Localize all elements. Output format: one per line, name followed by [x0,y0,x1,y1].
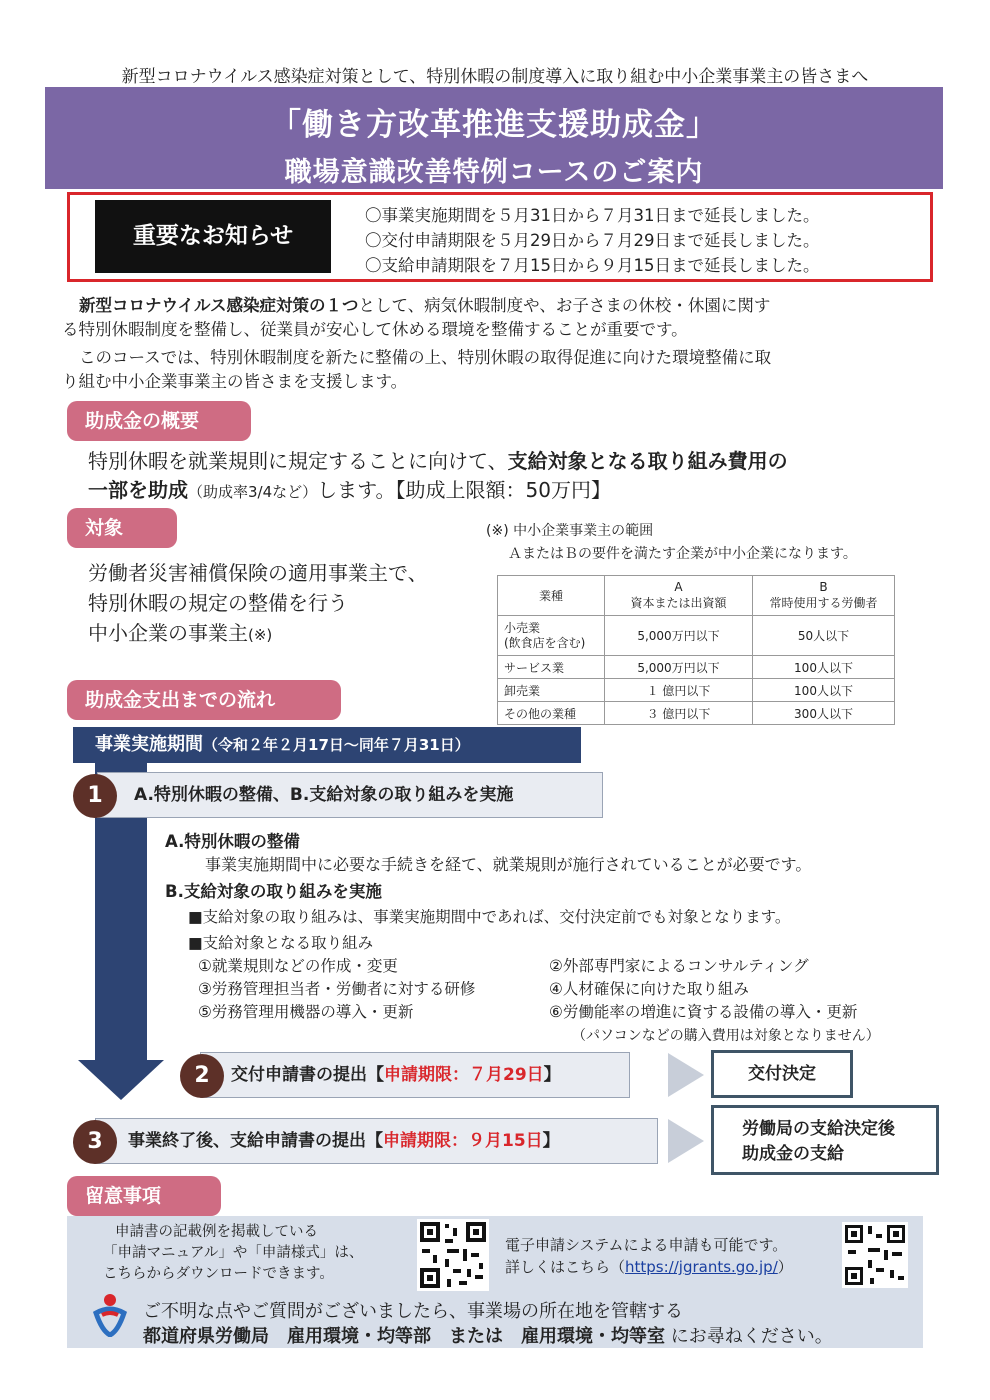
section-a-text: 事業実施期間中に必要な手続きを経て、就業規則が施行されていることが必要です。 [205,855,812,874]
payment-line: 助成金の支給 [742,1144,844,1164]
overview-heading: 助成金の概要 [67,401,251,441]
header-a-sub: 資本または出資額 [630,596,727,610]
intro-text: このコースでは、特別休暇制度を新たに整備の上、特別休暇の取得促進に向けた環境整備に取 [79,348,772,367]
overview-bold: 支給対象となる取り組み費用の [507,449,788,473]
triangle-right-icon [668,1119,704,1163]
important-notice-label: 重要なお知らせ [95,200,331,273]
table-header-cell [753,576,895,616]
period-label: 事業実施期間 [95,734,203,755]
target-line: 労働者災害補償保険の適用事業主で、 [88,561,428,585]
lead-text: 新型コロナウイルス感染症対策として、特別休暇の制度導入に取り組む中小企業事業主の皆さまへ [121,67,869,87]
section-b-heading: B.支給対象の取り組みを実施 [165,882,382,901]
header-b: B [819,580,828,594]
step-3-box [95,1118,658,1164]
table-cell: 卸売業 [498,679,605,702]
table-row [498,702,895,725]
items-note: （パソコンなどの購入費用は対象となりません） [572,1028,880,1044]
overview-plain: 特別休暇を就業規則に規定することに向けて、 [88,449,508,473]
period-dates: （令和２年２月17日～同年７月31日） [203,736,470,754]
section-a-heading: A.特別休暇の整備 [165,832,300,851]
table-header-cell [605,576,753,616]
main-title: 「働き方改革推進支援助成金」 [270,107,718,143]
list-item: ③労務管理担当者・労働者に対する研修 [198,980,476,998]
table-cell: その他の業種 [498,702,605,725]
overview-bold: 一部を助成 [88,478,188,502]
eligible-items-right [549,955,857,1024]
list-item: ①就業規則などの作成・変更 [198,957,398,975]
step-1-box: A.特別休暇の整備、B.支給対象の取り組みを実施 [97,772,603,818]
step-3-text: 事業終了後、支給申請書の提出【 [128,1131,383,1151]
step-2-deadline: 申請期限：７月29日 [384,1065,544,1085]
industry-note: (飲食店を含む) [504,635,586,650]
e-application-info [505,1234,793,1278]
contact-line-2 [143,1322,833,1348]
contact-office: 都道府県労働局 雇用環境・均等部 または 雇用環境・均等室 [143,1326,665,1347]
intro-paragraph-2 [62,346,932,394]
target-heading: 対象 [67,508,177,548]
list-item: ⑥労働能率の増進に資する設備の導入・更新 [549,1003,858,1021]
header-a: A [674,580,683,594]
intro-text: る特別休暇制度を整備し、従業員が安心して休める環境を整備することが重要です。 [62,320,688,339]
target-text [88,558,488,650]
eligible-items-left [198,955,475,1024]
step-2-text: 交付申請書の提出【 [231,1065,384,1085]
table-cell: 300人以下 [753,702,895,725]
payment-line: 労働局の支給決定後 [742,1119,895,1139]
bracket: 】 [543,1065,561,1085]
scale-note-title: (※) 中小企業事業主の範囲 [486,523,654,539]
table-row [498,616,895,656]
notice-lines [365,203,820,278]
overview-text [88,447,928,507]
industry: 小売業 [504,620,541,635]
scale-note-text: ＡまたはＢの要件を満たす企業が中小企業になります。 [508,546,857,562]
notes-heading: 留意事項 [67,1176,221,1216]
step-2-box [200,1052,630,1098]
intro-bold: 新型コロナウイルス感染症対策の１つ [79,296,359,315]
table-cell: サービス業 [498,656,605,679]
overview-rate: （助成率3/4など） [188,483,318,501]
sub-title: 職場意識改善特例コースのご案内 [284,157,704,188]
intro-paragraph-1 [62,294,932,342]
notice-line: 〇交付申請期限を５月29日から７月29日まで延長しました。 [365,231,820,250]
list-item: ④人材確保に向けた取り組み [549,980,749,998]
manual-line: こちらからダウンロードできます。 [103,1266,334,1282]
table-cell: 100人以下 [753,656,895,679]
table-cell: 100人以下 [753,679,895,702]
sme-scale-table [497,575,895,725]
section-b-bullet: ■支給対象の取り組みは、事業実施期間中であれば、交付決定前でも対象となります。 [188,908,791,926]
step-1-number: 1 [73,774,117,818]
notice-line: 〇事業実施期間を５月31日から７月31日まで延長しました。 [365,206,820,225]
target-note-mark: (※) [248,626,273,644]
step-3-deadline: 申請期限：９月15日 [383,1131,543,1151]
title-band [45,87,943,189]
overview-limit: します。【助成上限額：50万円】 [317,478,612,502]
grant-decision-box: 交付決定 [711,1050,853,1098]
qr-code-icon[interactable] [417,1219,489,1291]
list-item: ⑤労務管理用機器の導入・更新 [198,1003,414,1021]
bracket: ） [777,1258,793,1276]
table-row [498,656,895,679]
qr-code-icon[interactable] [842,1222,908,1288]
jgrants-link[interactable]: https://jgrants.go.jp/ [625,1258,778,1276]
table-cell [498,616,605,656]
step-3-number: 3 [73,1120,117,1164]
table-cell: 5,000万円以下 [605,616,753,656]
arrow-head [78,1060,164,1100]
table-header-row [498,576,895,616]
list-item: ②外部専門家によるコンサルティング [549,957,809,975]
target-line: 中小企業の事業主 [88,621,248,645]
flow-heading: 助成金支出までの流れ [67,680,341,720]
table-row [498,679,895,702]
e-application-line: 電子申請システムによる申請も可能です。 [505,1236,788,1254]
intro-text: り組む中小企業事業主の皆さまを支援します。 [62,372,408,391]
target-line: 特別休暇の規定の整備を行う [88,591,348,615]
manual-info [103,1222,363,1285]
ministry-logo-icon [90,1291,130,1337]
table-header-cell: 業種 [498,576,605,616]
e-application-line: 詳しくはこちら（ [505,1258,626,1276]
bracket: 】 [542,1131,560,1151]
implementation-period-band [73,727,581,763]
payment-box [711,1105,939,1175]
contact-end: にお尋ねください。 [670,1326,833,1347]
header-b-sub: 常時使用する労働者 [769,596,878,610]
triangle-right-icon [668,1053,704,1097]
table-cell: 50人以下 [753,616,895,656]
notice-line: 〇支給申請期限を７月15日から９月15日まで延長しました。 [365,256,820,275]
table-cell: 5,000万円以下 [605,656,753,679]
step-2-number: 2 [180,1054,224,1098]
table-cell: １ 億円以下 [605,679,753,702]
intro-text: として、病気休暇制度や、お子さまの休校・休園に関す [358,296,771,315]
manual-line: 「申請マニュアル」や「申請様式」は、 [103,1245,364,1261]
manual-line: 申請書の記載例を掲載している [115,1224,318,1240]
contact-line-1: ご不明な点やご質問がございましたら、事業場の所在地を管轄する [143,1301,683,1322]
section-b-bullet: ■支給対象となる取り組み [188,934,374,952]
table-cell: ３ 億円以下 [605,702,753,725]
